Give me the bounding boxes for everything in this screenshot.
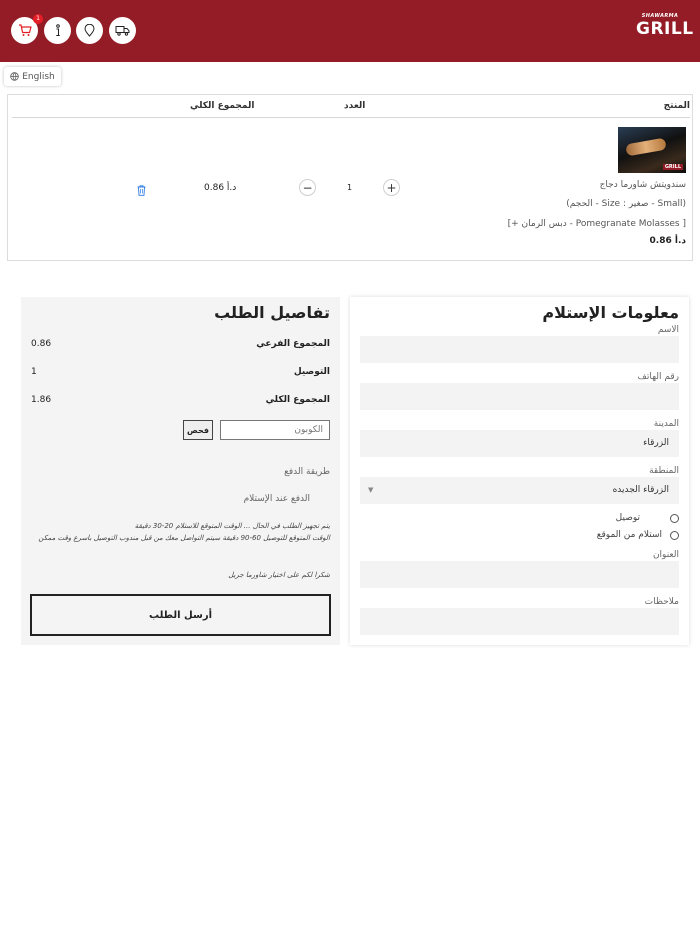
cart-icon: [18, 24, 32, 37]
notes-textarea[interactable]: [360, 608, 679, 635]
area-label: المنطقة: [649, 466, 679, 476]
brand-logo[interactable]: [636, 13, 694, 43]
cart-table: [7, 94, 693, 261]
phone-input[interactable]: [360, 383, 679, 410]
col-quantity: العدد: [344, 101, 366, 111]
language-switch-button[interactable]: [4, 67, 61, 86]
globe-icon: [10, 72, 19, 81]
payment-method-label: طريقة الدفع: [284, 467, 330, 477]
address-label: العنوان: [652, 550, 679, 560]
thanks-note: شكرا لكم على اختيار شاورما جريل: [228, 571, 330, 579]
delivery-option[interactable]: [616, 513, 679, 523]
location-pin-icon: [84, 24, 95, 37]
product-image: GRILL: [618, 127, 686, 173]
cart-count-badge: 1: [33, 14, 43, 24]
delivery-button[interactable]: [109, 17, 136, 44]
area-select[interactable]: [360, 477, 679, 504]
phone-label: رقم الهاتف: [637, 372, 679, 382]
name-label: الاسم: [657, 325, 679, 335]
product-name: سندويتش شاورما دجاج: [599, 180, 686, 190]
quantity-value: 1: [347, 183, 353, 192]
line-total: 0.86 د.أ: [204, 183, 237, 193]
delivery-option-label: توصيل: [615, 513, 640, 523]
delivery-fee-value: 1: [31, 367, 37, 377]
name-input[interactable]: [360, 336, 679, 363]
delivery-fee-label: التوصيل: [293, 367, 330, 377]
city-input[interactable]: [360, 430, 679, 457]
quantity-increase-button[interactable]: [383, 179, 400, 196]
city-label: المدينة: [653, 419, 679, 429]
subtotal-label: المجموع الفرعي: [256, 339, 330, 349]
cart-table-header: [12, 95, 690, 118]
delivery-radio[interactable]: [670, 514, 679, 523]
product-addon: [+ دبس الرمان - Pomegranate Molasses ]: [507, 219, 686, 229]
delivery-time-note: الوقت المتوقع للتوصيل 60-90 دقيقة سيتم التواصل معك من قبل مندوب التوصيل باسرع وقت ممكن: [38, 534, 330, 542]
quantity-decrease-button[interactable]: [299, 179, 316, 196]
total-label: المجموع الكلي: [265, 395, 330, 405]
remove-item-button[interactable]: [137, 181, 146, 200]
info-icon: [54, 24, 62, 37]
logo-wordmark: GRILL: [636, 19, 694, 39]
notes-label: ملاحظات: [644, 597, 679, 607]
order-details-panel: [21, 297, 340, 645]
order-details-title: تفاصيل الطلب: [214, 303, 330, 322]
info-button[interactable]: [44, 17, 71, 44]
address-input[interactable]: [360, 561, 679, 588]
total-value: 1.86: [31, 395, 52, 405]
coupon-input[interactable]: [220, 420, 330, 440]
trash-icon: [137, 185, 146, 196]
pickup-option-label: استلام من الموقع: [596, 530, 662, 540]
col-product: المنتج: [663, 101, 690, 111]
payment-method-value: الدفع عند الإستلام: [243, 494, 310, 504]
city-value: الزرقاء: [643, 438, 669, 448]
delivery-truck-icon: [115, 25, 130, 36]
minus-icon: −: [302, 180, 313, 195]
pickup-radio[interactable]: [670, 531, 679, 540]
language-label: English: [22, 71, 55, 82]
product-price: 0.86 د.أ: [649, 236, 686, 246]
pickup-time-note: يتم تجهيز الطلب في الحال ... الوقت المتوقع للاستلام 20-30 دقيقة: [134, 522, 330, 530]
location-button[interactable]: [76, 17, 103, 44]
submit-order-button[interactable]: أرسل الطلب: [30, 594, 331, 636]
receipt-info-panel: [350, 297, 689, 645]
logo-tagline: SHAWARMA: [641, 13, 679, 19]
receipt-info-title: معلومات الإستلام: [542, 303, 679, 322]
product-size: (الحجم - Size : صغير - Small): [566, 199, 686, 209]
area-value: الزرقاء الجديده: [612, 485, 669, 495]
pickup-option[interactable]: [597, 530, 679, 540]
top-header: [0, 0, 700, 62]
subtotal-value: 0.86: [31, 339, 52, 349]
col-total: المجموع الكلي: [190, 101, 255, 111]
check-coupon-button[interactable]: فحص: [183, 420, 213, 440]
dropdown-caret-icon: ▼: [368, 486, 374, 494]
plus-icon: +: [386, 180, 397, 195]
